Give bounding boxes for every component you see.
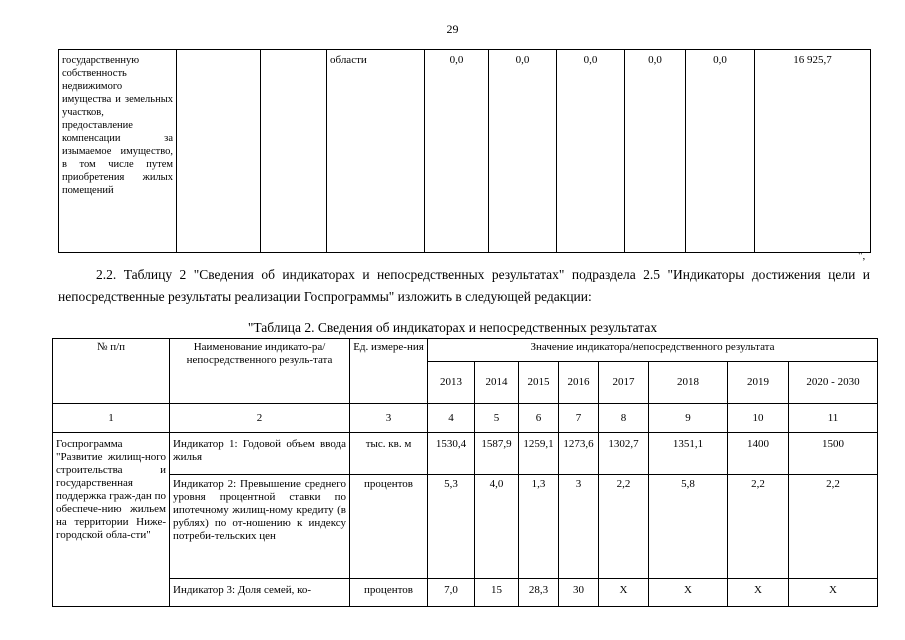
indicator-cell: Индикатор 3: Доля семей, ко- <box>170 579 350 607</box>
value-cell: 2,2 <box>789 475 878 579</box>
table-cell <box>261 50 327 253</box>
table-cell <box>177 50 261 253</box>
value-cell: 1500 <box>789 433 878 475</box>
value-cell: 1302,7 <box>599 433 649 475</box>
closing-quote: ", <box>858 250 866 262</box>
table-row <box>59 50 871 253</box>
column-number-row <box>53 404 878 433</box>
header-unit: Ед. измере-ния <box>350 339 428 404</box>
indicator-cell: Индикатор 1: Годовой объем ввода жилья <box>170 433 350 475</box>
column-number: 3 <box>350 404 428 433</box>
value-cell: 7,0 <box>428 579 475 607</box>
value-cell: 0,0 <box>686 50 755 253</box>
column-number: 2 <box>170 404 350 433</box>
table-row <box>53 475 878 579</box>
value-cell: 0,0 <box>625 50 686 253</box>
column-number: 1 <box>53 404 170 433</box>
year-header: 2016 <box>559 362 599 404</box>
value-cell: 1,3 <box>519 475 559 579</box>
value-cell: 30 <box>559 579 599 607</box>
unit-cell: процентов <box>350 579 428 607</box>
column-number: 9 <box>649 404 728 433</box>
value-cell: 1530,4 <box>428 433 475 475</box>
year-header: 2014 <box>475 362 519 404</box>
value-cell: X <box>599 579 649 607</box>
value-cell: 0,0 <box>489 50 557 253</box>
year-header: 2020 - 2030 <box>789 362 878 404</box>
page-number: 29 <box>446 22 459 36</box>
value-cell: 16 925,7 <box>755 50 871 253</box>
header-row <box>53 339 878 362</box>
row-description: государственную собственность недвижимого имущества и земельных участков, предоставление компенсации за изымаемое имущество, в том числе путем приобретения жилых помещений <box>59 50 177 253</box>
column-number: 11 <box>789 404 878 433</box>
value-cell: 1273,6 <box>559 433 599 475</box>
value-cell: X <box>728 579 789 607</box>
value-cell: X <box>649 579 728 607</box>
funding-table-fragment <box>58 49 871 253</box>
column-number: 7 <box>559 404 599 433</box>
year-header: 2017 <box>599 362 649 404</box>
column-number: 4 <box>428 404 475 433</box>
year-header: 2019 <box>728 362 789 404</box>
value-cell: 2,2 <box>728 475 789 579</box>
header-value-group: Значение индикатора/непосредственного результата <box>428 339 878 362</box>
column-number: 8 <box>599 404 649 433</box>
value-cell: 5,8 <box>649 475 728 579</box>
unit-cell: процентов <box>350 475 428 579</box>
region-cell: области <box>327 50 425 253</box>
value-cell: 15 <box>475 579 519 607</box>
value-cell: 1259,1 <box>519 433 559 475</box>
table2-title: "Таблица 2. Сведения об индикаторах и непосредственных результатах <box>247 320 658 335</box>
program-cell: Госпрограмма "Развитие жилищ-ного строительства и государственная поддержка граж-дан по обеспече-нию жильем на территории Ниже-городской обла-сти" <box>53 433 170 607</box>
indicator-cell: Индикатор 2: Превышение среднего уровня процентной ставки по ипотечному жилищ-ному кредиту (в рублях) по от-ношению к индексу потреби-тельских цен <box>170 475 350 579</box>
year-header: 2018 <box>649 362 728 404</box>
column-number: 6 <box>519 404 559 433</box>
paragraph-2-2: 2.2. Таблицу 2 "Сведения об индикаторах и непосредственных результатах" подраздела 2.5 "Индикаторы достижения цели и непосредственные результаты реализации Госпрограммы" изложить в следующей редакции: <box>58 267 870 304</box>
column-number: 10 <box>728 404 789 433</box>
header-name: Наименование индикато-ра/непосредственного резуль-тата <box>170 339 350 404</box>
table-row <box>53 579 878 607</box>
value-cell: 1587,9 <box>475 433 519 475</box>
value-cell: 5,3 <box>428 475 475 579</box>
indicators-table <box>52 338 878 607</box>
unit-cell: тыс. кв. м <box>350 433 428 475</box>
value-cell: 0,0 <box>425 50 489 253</box>
value-cell: 1400 <box>728 433 789 475</box>
value-cell: 2,2 <box>599 475 649 579</box>
table-row <box>53 433 878 475</box>
year-header: 2013 <box>428 362 475 404</box>
value-cell: 0,0 <box>557 50 625 253</box>
value-cell: X <box>789 579 878 607</box>
value-cell: 28,3 <box>519 579 559 607</box>
value-cell: 3 <box>559 475 599 579</box>
year-header: 2015 <box>519 362 559 404</box>
value-cell: 4,0 <box>475 475 519 579</box>
value-cell: 1351,1 <box>649 433 728 475</box>
column-number: 5 <box>475 404 519 433</box>
header-num: № п/п <box>53 339 170 404</box>
